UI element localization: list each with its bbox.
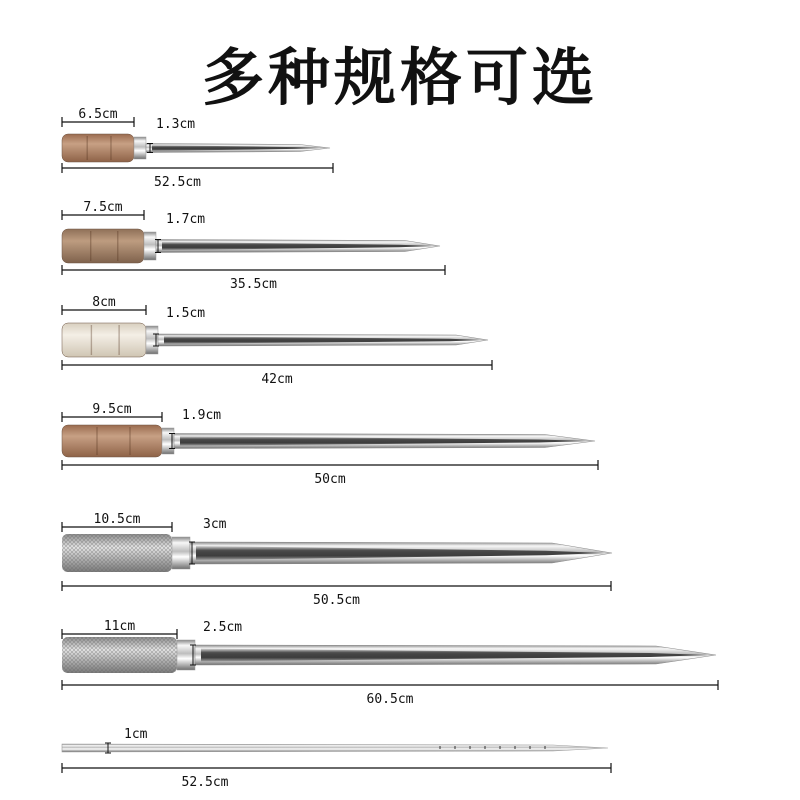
total-length-label: 60.5cm — [366, 692, 414, 707]
handle-length-label: 10.5cm — [93, 512, 141, 527]
handle — [62, 229, 144, 263]
tool-5 — [62, 512, 612, 608]
tool-6 — [62, 619, 718, 707]
diameter-label: 1.7cm — [166, 212, 206, 227]
handle — [62, 425, 162, 457]
total-length-label: 52.5cm — [181, 775, 229, 790]
tool-3 — [62, 295, 492, 387]
diameter-label: 1cm — [124, 727, 148, 742]
ferrule — [144, 232, 156, 260]
diameter-label: 1.5cm — [166, 306, 206, 321]
handle-length-label: 7.5cm — [83, 200, 123, 215]
diameter-label: 1.9cm — [182, 408, 222, 423]
diameter-label: 2.5cm — [203, 620, 243, 635]
total-length-label: 50cm — [314, 472, 346, 487]
handle-knurl — [62, 637, 177, 673]
tool-7 — [62, 727, 611, 790]
total-length-label: 50.5cm — [313, 593, 360, 608]
diameter-label: 3cm — [203, 517, 227, 532]
rod-shaft — [62, 744, 608, 752]
total-length-label: 35.5cm — [230, 277, 277, 292]
diameter-label: 1.3cm — [156, 117, 196, 132]
total-length-label: 52.5cm — [154, 175, 201, 190]
handle — [62, 323, 146, 357]
handle-length-label: 11cm — [103, 619, 136, 634]
handle-length-label: 8cm — [92, 295, 116, 310]
total-length-label: 42cm — [261, 372, 293, 387]
tool-2 — [62, 200, 445, 292]
handle-knurl — [62, 534, 172, 572]
ferrule — [172, 537, 190, 569]
handle-length-label: 6.5cm — [78, 107, 118, 122]
ferrule — [134, 137, 146, 159]
tool-4 — [62, 402, 598, 487]
handle — [62, 134, 134, 162]
tool-1 — [62, 107, 333, 190]
page-title: 多种规格可选 — [201, 41, 598, 114]
handle-length-label: 9.5cm — [92, 402, 132, 417]
